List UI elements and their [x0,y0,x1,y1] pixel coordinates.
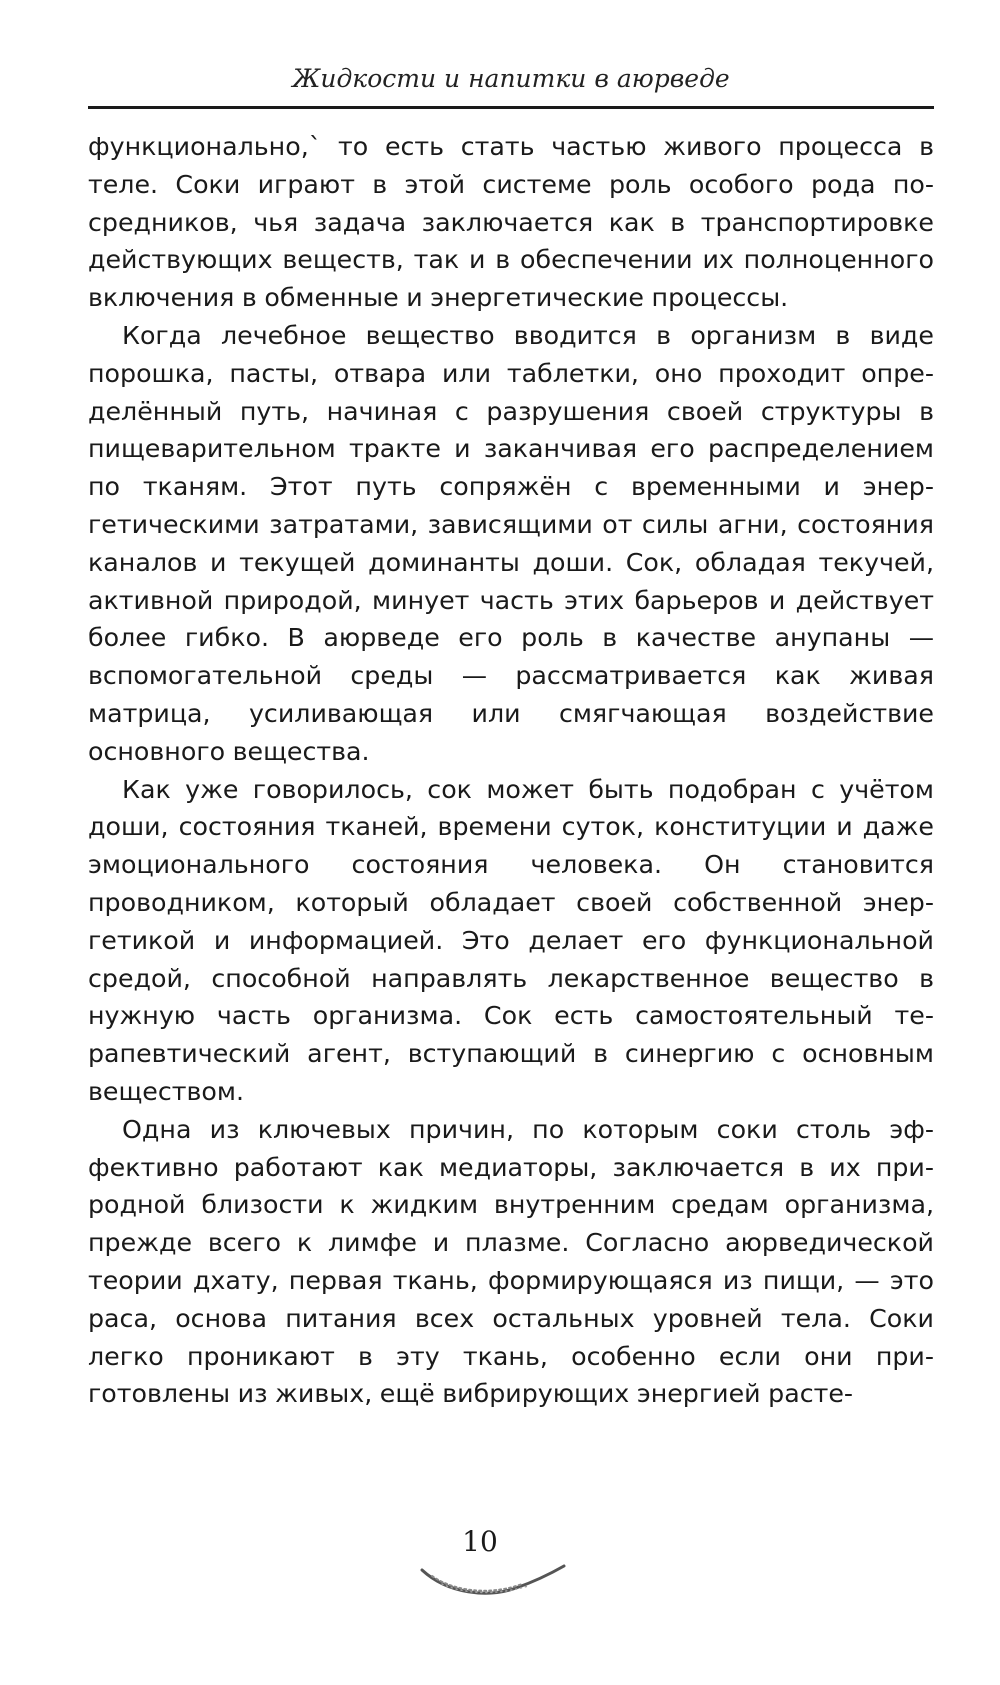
page-number: 10 [462,1525,498,1558]
body-text [88,128,934,1413]
running-header-title: Жидкости и напитки в аюрведе [292,64,730,93]
page-footer [0,1520,1000,1610]
paragraph-1: функционально,` то есть стать частью живого процесса в теле. Соки играют в этой системе роль особого рода посредников, чья задача заключается как в транспортировке действующих веществ, так и в обеспечении их полноценного включения в обменные и энергетические процессы. [88,132,934,313]
paragraph-4: Одна из ключевых причин, по которым соки столь эффективно работают как медиаторы, заключается в их природной близости к жидким внутренним средам организма, прежде всего к лимфе и плазме. Согласно аюрведической теории дхату, первая ткань, формирующаяся из пищи, — это раса, основа питания всех остальных уровней тела. Соки легко проникают в эту ткань, особенно если они приготовлены из живых, ещё вибрирующих энергией расте- [88,1114,934,1409]
paragraph-3: Как уже говорилось, сок может быть подобран с учётом доши, состояния тканей, времени суток, конституции и даже эмоционального состояния человека. Он становится проводником, который обладает своей собственной энергетикой и информацией. Это делает его функциональной средой, способной направлять лекарственное вещество в нужную часть организма. Сок есть самостоятельный терапевтический агент, вступающий в синергию с основным веществом. [88,774,934,1106]
header-rule [88,106,934,109]
swash-ornament-icon [418,1564,568,1600]
paragraph-2: Когда лечебное вещество вводится в организм в виде порошка, пасты, отвара или таблетки, оно проходит определённый путь, начиная с разрушения своей структуры в пищеварительном тракте и заканчивая его распределением по тканям. Этот путь сопряжён с временными и энергетическими затратами, зависящими от силы агни, состояния каналов и текущей доминанты доши. Сок, обладая текучей, активной природой, минует часть этих барьеров и действует более гибко. В аюрведе его роль в качестве анупаны — вспомогательной среды — рассматривается как живая матрица, усиливающая или смягчающая воздействие основного вещества. [88,320,934,766]
